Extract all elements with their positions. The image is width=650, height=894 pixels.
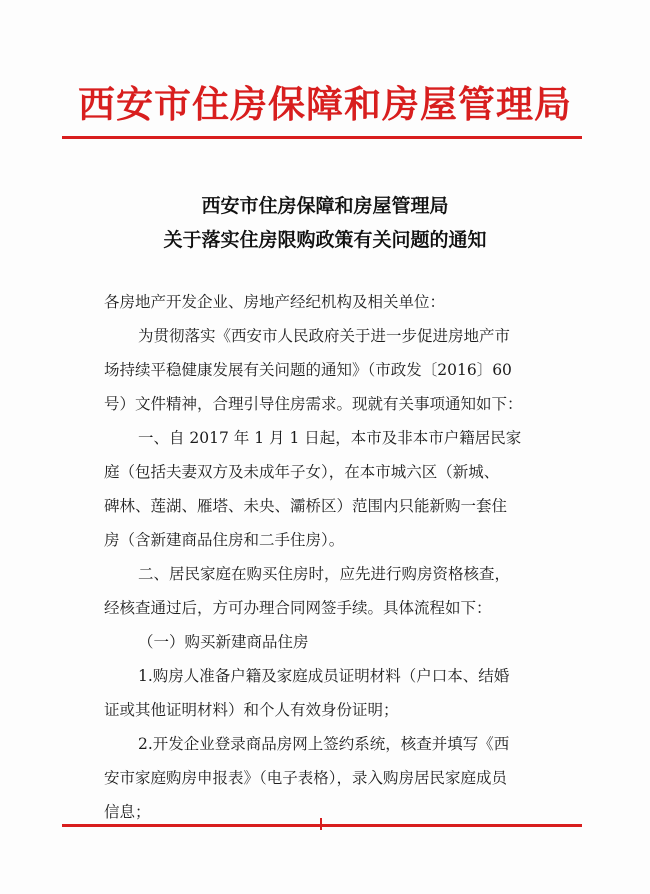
footer-tick-mark bbox=[320, 818, 322, 830]
para2-line-1: 一、自 2017 年 1 月 1 日起，本市及非本市户籍居民家 bbox=[138, 429, 522, 447]
footer-red-rule bbox=[62, 824, 582, 827]
para1-line-1: 为贯彻落实《西安市人民政府关于进一步促进房地产市 bbox=[138, 327, 511, 345]
para2-line-3: 碑林、莲湖、雁塔、未央、灞桥区）范围内只能新购一套住 bbox=[104, 497, 508, 515]
para3-line-1: 二、居民家庭在购买住房时，应先进行购房资格核查， bbox=[138, 565, 511, 583]
addressee: 各房地产开发企业、房地产经纪机构及相关单位： bbox=[104, 293, 446, 311]
letterhead-red-rule bbox=[62, 136, 582, 139]
para1-line-3: 号）文件精神，合理引导住房需求。现就有关事项通知如下： bbox=[104, 395, 523, 413]
item2-line-3: 信息； bbox=[104, 803, 151, 821]
agency-letterhead: 西安市住房保障和房屋管理局 bbox=[78, 82, 572, 126]
doc-title-line-1: 西安市住房保障和房屋管理局 bbox=[201, 195, 449, 217]
doc-title-line-2: 关于落实住房限购政策有关问题的通知 bbox=[163, 229, 487, 251]
para3-line-2: 经核查通过后，方可办理合同网签手续。具体流程如下： bbox=[104, 599, 492, 617]
para1-line-2: 场持续平稳健康发展有关问题的通知》（市政发〔2016〕60 bbox=[104, 361, 512, 379]
item2-line-2: 安市家庭购房申报表》（电子表格），录入购房居民家庭成员 bbox=[104, 769, 508, 787]
item1-line-2: 证或其他证明材料）和个人有效身份证明； bbox=[104, 701, 399, 719]
para2-line-2: 庭（包括夫妻双方及未成年子女），在本市城六区（新城、 bbox=[104, 463, 500, 481]
item1-line-1: 1.购房人准备户籍及家庭成员证明材料（户口本、结婚 bbox=[138, 667, 510, 685]
para2-line-4: 房（含新建商品住房和二手住房）。 bbox=[104, 531, 345, 549]
section-heading: （一）购买新建商品住房 bbox=[138, 633, 309, 651]
item2-line-1: 2.开发企业登录商品房网上签约系统，核查并填写《西 bbox=[138, 735, 510, 753]
